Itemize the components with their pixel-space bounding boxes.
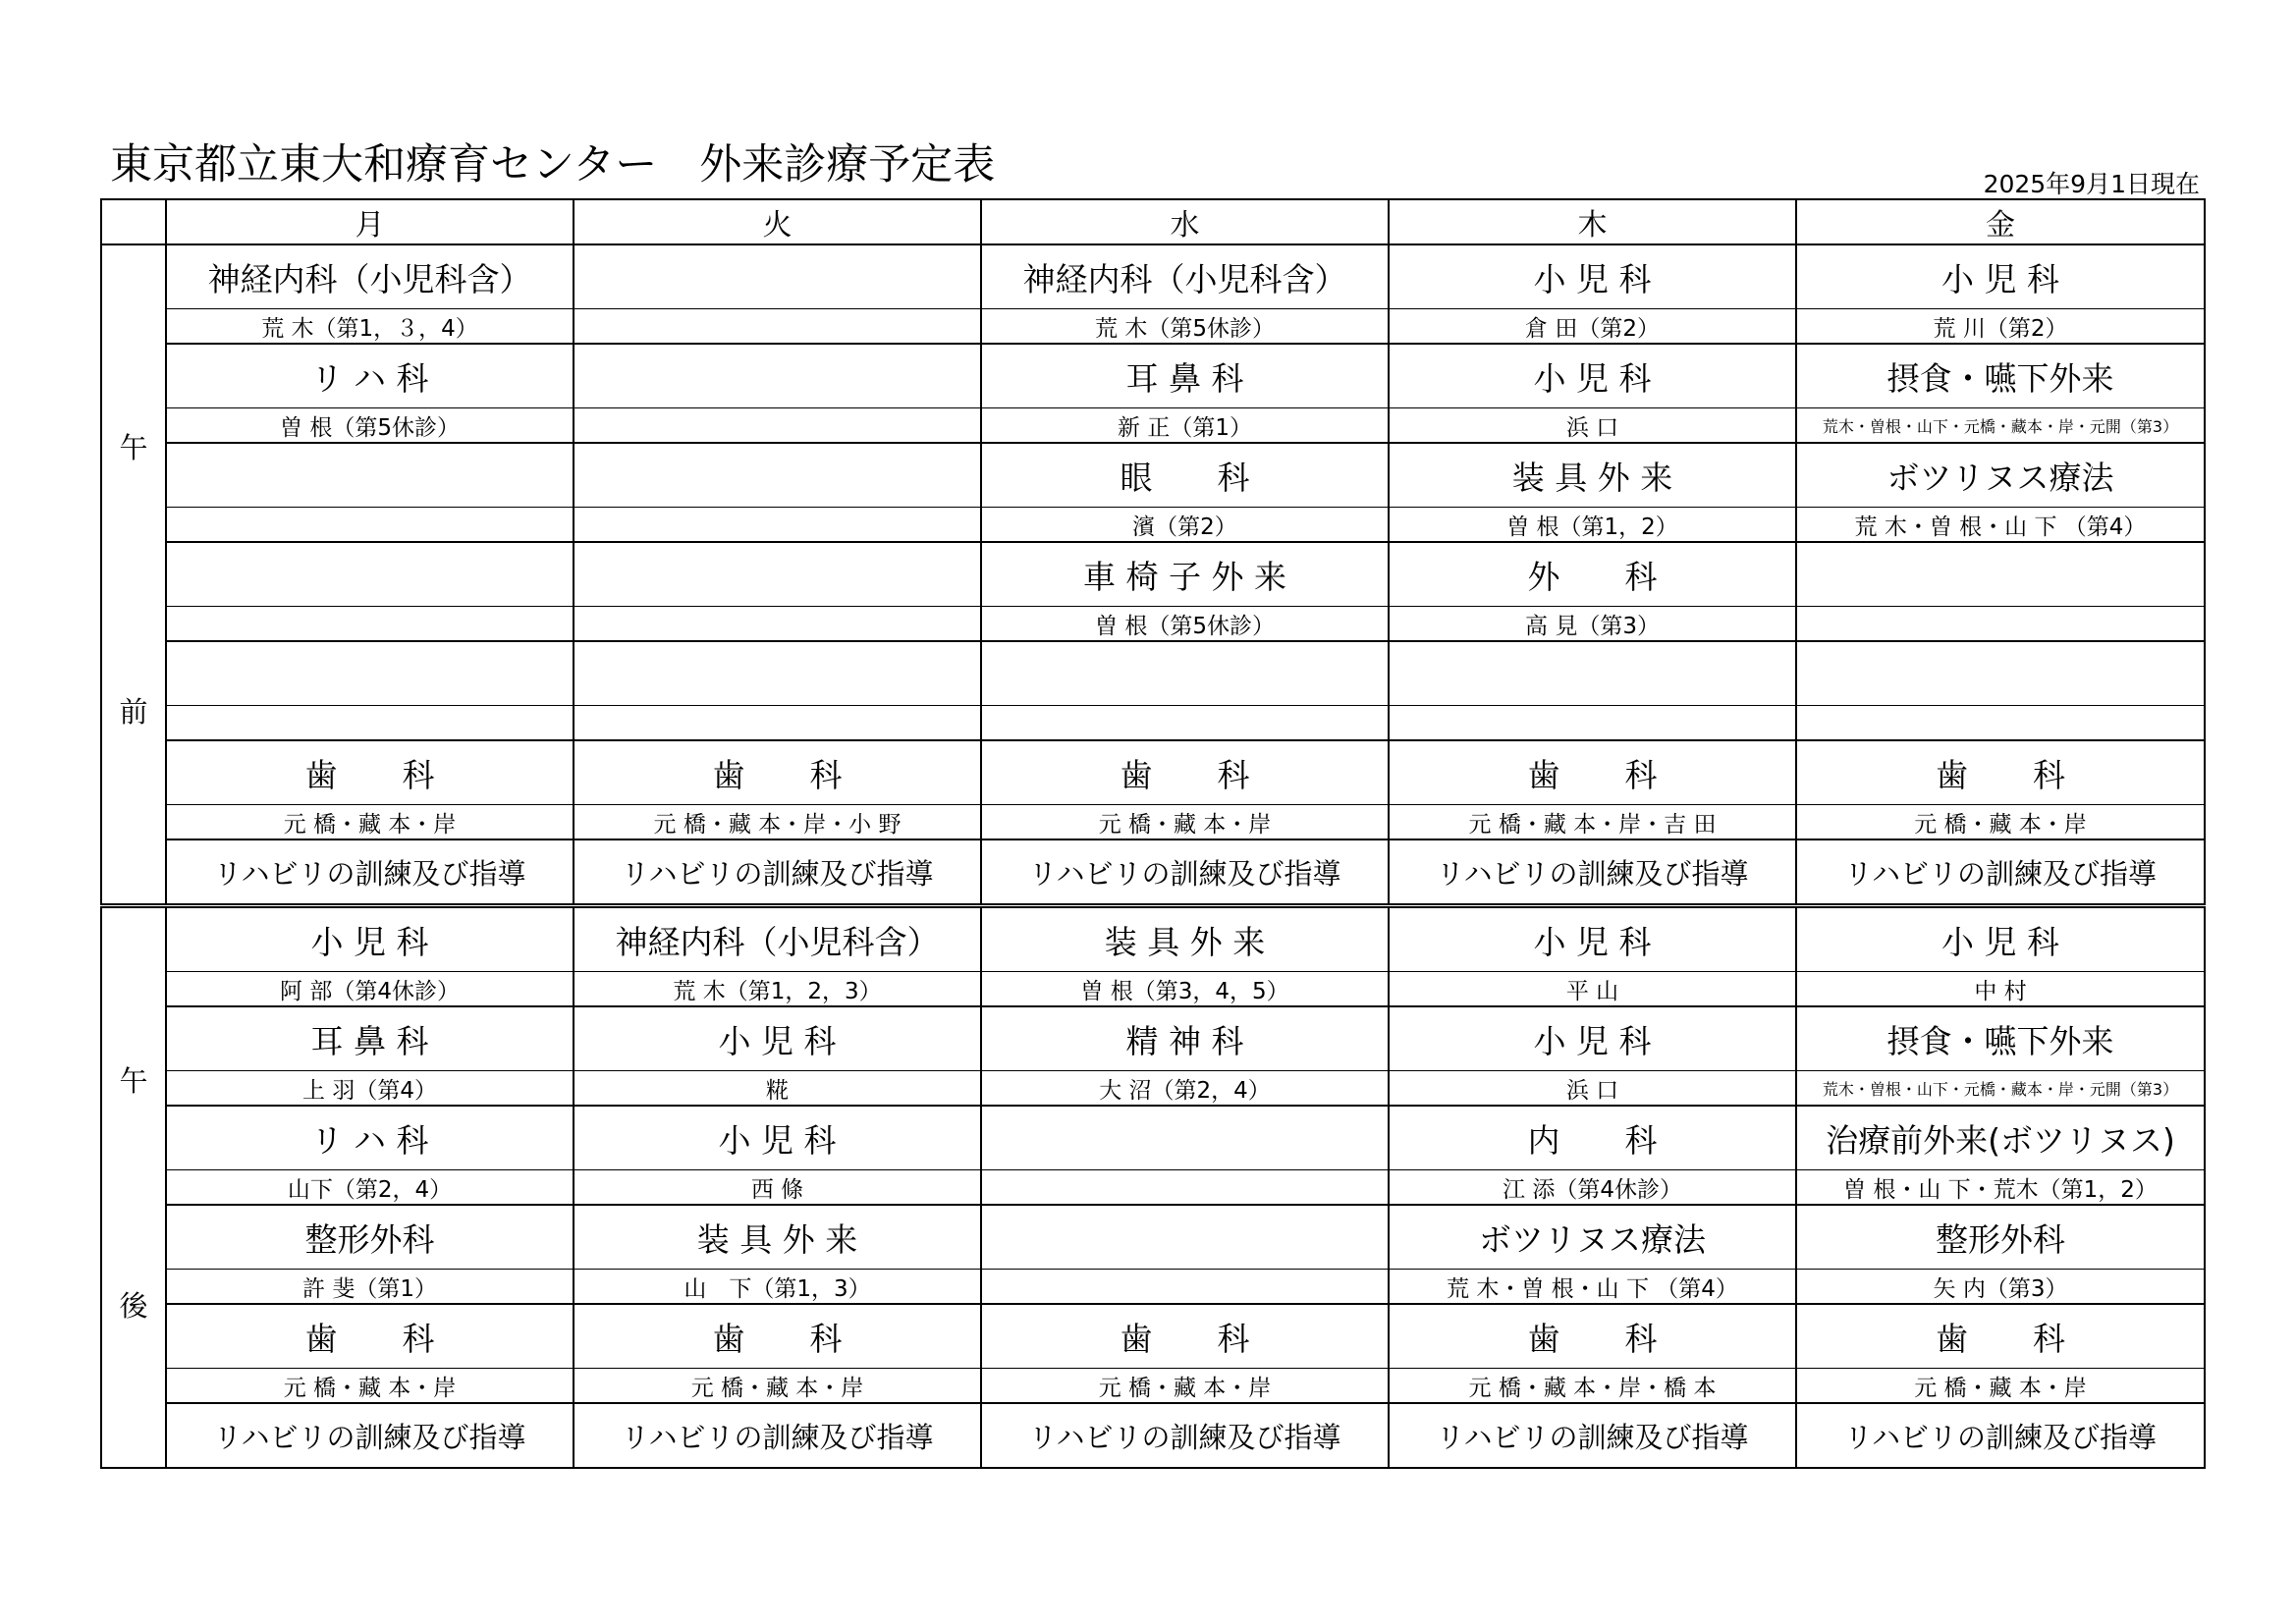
department-cell: ボツリヌス療法: [1389, 1205, 1796, 1270]
doctor-cell: 濱（第2）: [981, 508, 1389, 543]
rehab-row: [101, 839, 2205, 906]
doctor-cell: [1389, 706, 1796, 741]
department-cell: 精 神 科: [981, 1006, 1389, 1071]
doctor-cell: 元 橋・藏 本・岸・吉 田: [1389, 805, 1796, 840]
dept-row: [101, 1006, 2205, 1071]
doctor-row: [101, 1071, 2205, 1107]
department-cell: 摂食・嚥下外来: [1796, 344, 2205, 408]
department-cell: [1796, 542, 2205, 607]
department-cell: ボツリヌス療法: [1796, 443, 2205, 508]
doctor-cell: [1796, 607, 2205, 642]
department-cell: 小 児 科: [1796, 244, 2205, 309]
doctor-cell: 荒木・曽根・山下・元橋・藏本・岸・元開（第3）: [1796, 408, 2205, 444]
doctor-row: [101, 508, 2205, 543]
department-cell: 神経内科（小児科含）: [574, 906, 981, 972]
doctor-row: [101, 607, 2205, 642]
day-header: 水: [981, 199, 1389, 244]
doctor-row: [101, 805, 2205, 840]
department-cell: [574, 443, 981, 508]
department-cell: [574, 641, 981, 706]
dept-row: [101, 906, 2205, 972]
doctor-cell: 平 山: [1389, 972, 1796, 1007]
doctor-row: [101, 706, 2205, 741]
department-cell: 小 児 科: [1389, 244, 1796, 309]
doctor-cell: 元 橋・藏 本・岸・橋 本: [1389, 1369, 1796, 1404]
doctor-cell: [166, 508, 574, 543]
doctor-cell: 山下（第2，4）: [166, 1170, 574, 1206]
dept-row: [101, 740, 2205, 805]
outpatient-schedule-table: [100, 198, 2206, 1469]
dept-row: [101, 1304, 2205, 1369]
doctor-cell: 糀: [574, 1071, 981, 1107]
doctor-cell: [574, 607, 981, 642]
as-of-date: 2025年9月1日現在: [1983, 170, 2200, 198]
department-cell: 耳 鼻 科: [981, 344, 1389, 408]
department-cell: リ ハ 科: [166, 344, 574, 408]
department-cell: [981, 641, 1389, 706]
doctor-row: [101, 1270, 2205, 1305]
doctor-cell: 荒木・曽根・山下・元橋・藏本・岸・元開（第3）: [1796, 1071, 2205, 1107]
department-cell: 耳 鼻 科: [166, 1006, 574, 1071]
department-cell: 小 児 科: [574, 1106, 981, 1170]
day-header: 金: [1796, 199, 2205, 244]
doctor-cell: [574, 408, 981, 444]
doctor-cell: 曽 根・山 下・荒木（第1，2）: [1796, 1170, 2205, 1206]
doctor-cell: 山 下（第1，3）: [574, 1270, 981, 1305]
department-cell: 内 科: [1389, 1106, 1796, 1170]
doctor-cell: 高 見（第3）: [1389, 607, 1796, 642]
department-cell: 歯 科: [166, 1304, 574, 1369]
department-cell: [574, 344, 981, 408]
department-cell: 外 科: [1389, 542, 1796, 607]
doctor-cell: 曽 根（第3，4，5）: [981, 972, 1389, 1007]
department-cell: 小 児 科: [1389, 344, 1796, 408]
doctor-cell: [574, 508, 981, 543]
doctor-cell: [166, 706, 574, 741]
department-cell: 歯 科: [981, 1304, 1389, 1369]
rehab-cell: リハビリの訓練及び指導: [1389, 1403, 1796, 1468]
department-cell: [574, 542, 981, 607]
doctor-cell: 元 橋・藏 本・岸: [574, 1369, 981, 1404]
rehab-cell: リハビリの訓練及び指導: [981, 839, 1389, 906]
department-cell: 治療前外来(ボツリヌス): [1796, 1106, 2205, 1170]
department-cell: [166, 542, 574, 607]
rehab-cell: リハビリの訓練及び指導: [1389, 839, 1796, 906]
dept-row: [101, 641, 2205, 706]
dept-row: [101, 344, 2205, 408]
doctor-cell: [1796, 706, 2205, 741]
day-header: 月: [166, 199, 574, 244]
department-cell: 小 児 科: [574, 1006, 981, 1071]
doctor-cell: 荒 川（第2）: [1796, 309, 2205, 345]
department-cell: 装 具 外 来: [1389, 443, 1796, 508]
corner-cell: [101, 199, 166, 244]
department-cell: 神経内科（小児科含）: [166, 244, 574, 309]
department-cell: 歯 科: [981, 740, 1389, 805]
doctor-cell: 大 沼（第2，4）: [981, 1071, 1389, 1107]
rehab-cell: リハビリの訓練及び指導: [574, 1403, 981, 1468]
department-cell: 歯 科: [1796, 1304, 2205, 1369]
doctor-cell: 倉 田（第2）: [1389, 309, 1796, 345]
doctor-cell: 元 橋・藏 本・岸: [166, 805, 574, 840]
doctor-cell: 浜 口: [1389, 1071, 1796, 1107]
period-label-char: 前: [119, 695, 148, 729]
department-cell: 小 児 科: [166, 906, 574, 972]
period-label-char: 後: [119, 1289, 148, 1323]
department-cell: [166, 641, 574, 706]
rehab-cell: リハビリの訓練及び指導: [981, 1403, 1389, 1468]
department-cell: 装 具 外 来: [981, 906, 1389, 972]
department-cell: 車 椅 子 外 来: [981, 542, 1389, 607]
department-cell: 歯 科: [1389, 1304, 1796, 1369]
department-cell: [981, 1205, 1389, 1270]
doctor-cell: 元 橋・藏 本・岸: [981, 805, 1389, 840]
doctor-cell: 曽 根（第5休診）: [166, 408, 574, 444]
department-cell: 装 具 外 来: [574, 1205, 981, 1270]
page-title: 東京都立東大和療育センター 外来診療予定表: [110, 140, 996, 189]
doctor-cell: 新 正（第1）: [981, 408, 1389, 444]
department-cell: 神経内科（小児科含）: [981, 244, 1389, 309]
doctor-cell: 荒 木（第1，３，4）: [166, 309, 574, 345]
department-cell: 小 児 科: [1389, 1006, 1796, 1071]
department-cell: 整形外科: [166, 1205, 574, 1270]
department-cell: [981, 1106, 1389, 1170]
doctor-cell: 浜 口: [1389, 408, 1796, 444]
department-cell: 眼 科: [981, 443, 1389, 508]
period-label-cell: [101, 906, 166, 1469]
doctor-cell: 上 羽（第4）: [166, 1071, 574, 1107]
doctor-cell: 曽 根（第1，2）: [1389, 508, 1796, 543]
doctor-row: [101, 972, 2205, 1007]
day-header-row: [101, 199, 2205, 244]
doctor-cell: [981, 1270, 1389, 1305]
period-label-cell: [101, 244, 166, 906]
doctor-cell: 元 橋・藏 本・岸: [1796, 805, 2205, 840]
day-header: 木: [1389, 199, 1796, 244]
department-cell: 歯 科: [1796, 740, 2205, 805]
day-header: 火: [574, 199, 981, 244]
doctor-cell: 曽 根（第5休診）: [981, 607, 1389, 642]
department-cell: 摂食・嚥下外来: [1796, 1006, 2205, 1071]
doctor-cell: 中 村: [1796, 972, 2205, 1007]
department-cell: 整形外科: [1796, 1205, 2205, 1270]
department-cell: 歯 科: [1389, 740, 1796, 805]
doctor-cell: 荒 木（第5休診）: [981, 309, 1389, 345]
dept-row: [101, 1205, 2205, 1270]
doctor-row: [101, 1170, 2205, 1206]
doctor-cell: 西 條: [574, 1170, 981, 1206]
department-cell: [1389, 641, 1796, 706]
department-cell: 小 児 科: [1389, 906, 1796, 972]
rehab-cell: リハビリの訓練及び指導: [166, 1403, 574, 1468]
department-cell: 歯 科: [574, 1304, 981, 1369]
doctor-cell: [981, 706, 1389, 741]
department-cell: [574, 244, 981, 309]
department-cell: 歯 科: [166, 740, 574, 805]
doctor-row: [101, 408, 2205, 444]
department-cell: 歯 科: [574, 740, 981, 805]
doctor-row: [101, 309, 2205, 345]
department-cell: [1796, 641, 2205, 706]
dept-row: [101, 1106, 2205, 1170]
rehab-row: [101, 1403, 2205, 1468]
period-label-char: 午: [119, 431, 148, 464]
doctor-cell: [166, 607, 574, 642]
dept-row: [101, 542, 2205, 607]
period-label-char: 午: [119, 1064, 148, 1098]
doctor-row: [101, 1369, 2205, 1404]
doctor-cell: 荒 木・曽 根・山 下 （第4）: [1389, 1270, 1796, 1305]
doctor-cell: 荒 木（第1，2，3）: [574, 972, 981, 1007]
doctor-cell: [574, 309, 981, 345]
doctor-cell: 元 橋・藏 本・岸・小 野: [574, 805, 981, 840]
doctor-cell: [981, 1170, 1389, 1206]
department-cell: [166, 443, 574, 508]
dept-row: [101, 443, 2205, 508]
doctor-cell: 元 橋・藏 本・岸: [981, 1369, 1389, 1404]
doctor-cell: 許 斐（第1）: [166, 1270, 574, 1305]
doctor-cell: [574, 706, 981, 741]
department-cell: 小 児 科: [1796, 906, 2205, 972]
rehab-cell: リハビリの訓練及び指導: [574, 839, 981, 906]
rehab-cell: リハビリの訓練及び指導: [166, 839, 574, 906]
dept-row: [101, 244, 2205, 309]
doctor-cell: 元 橋・藏 本・岸: [1796, 1369, 2205, 1404]
doctor-cell: 荒 木・曽 根・山 下 （第4）: [1796, 508, 2205, 543]
doctor-cell: 阿 部（第4休診）: [166, 972, 574, 1007]
department-cell: リ ハ 科: [166, 1106, 574, 1170]
doctor-cell: 元 橋・藏 本・岸: [166, 1369, 574, 1404]
rehab-cell: リハビリの訓練及び指導: [1796, 1403, 2205, 1468]
doctor-cell: 江 添（第4休診）: [1389, 1170, 1796, 1206]
rehab-cell: リハビリの訓練及び指導: [1796, 839, 2205, 906]
doctor-cell: 矢 内（第3）: [1796, 1270, 2205, 1305]
